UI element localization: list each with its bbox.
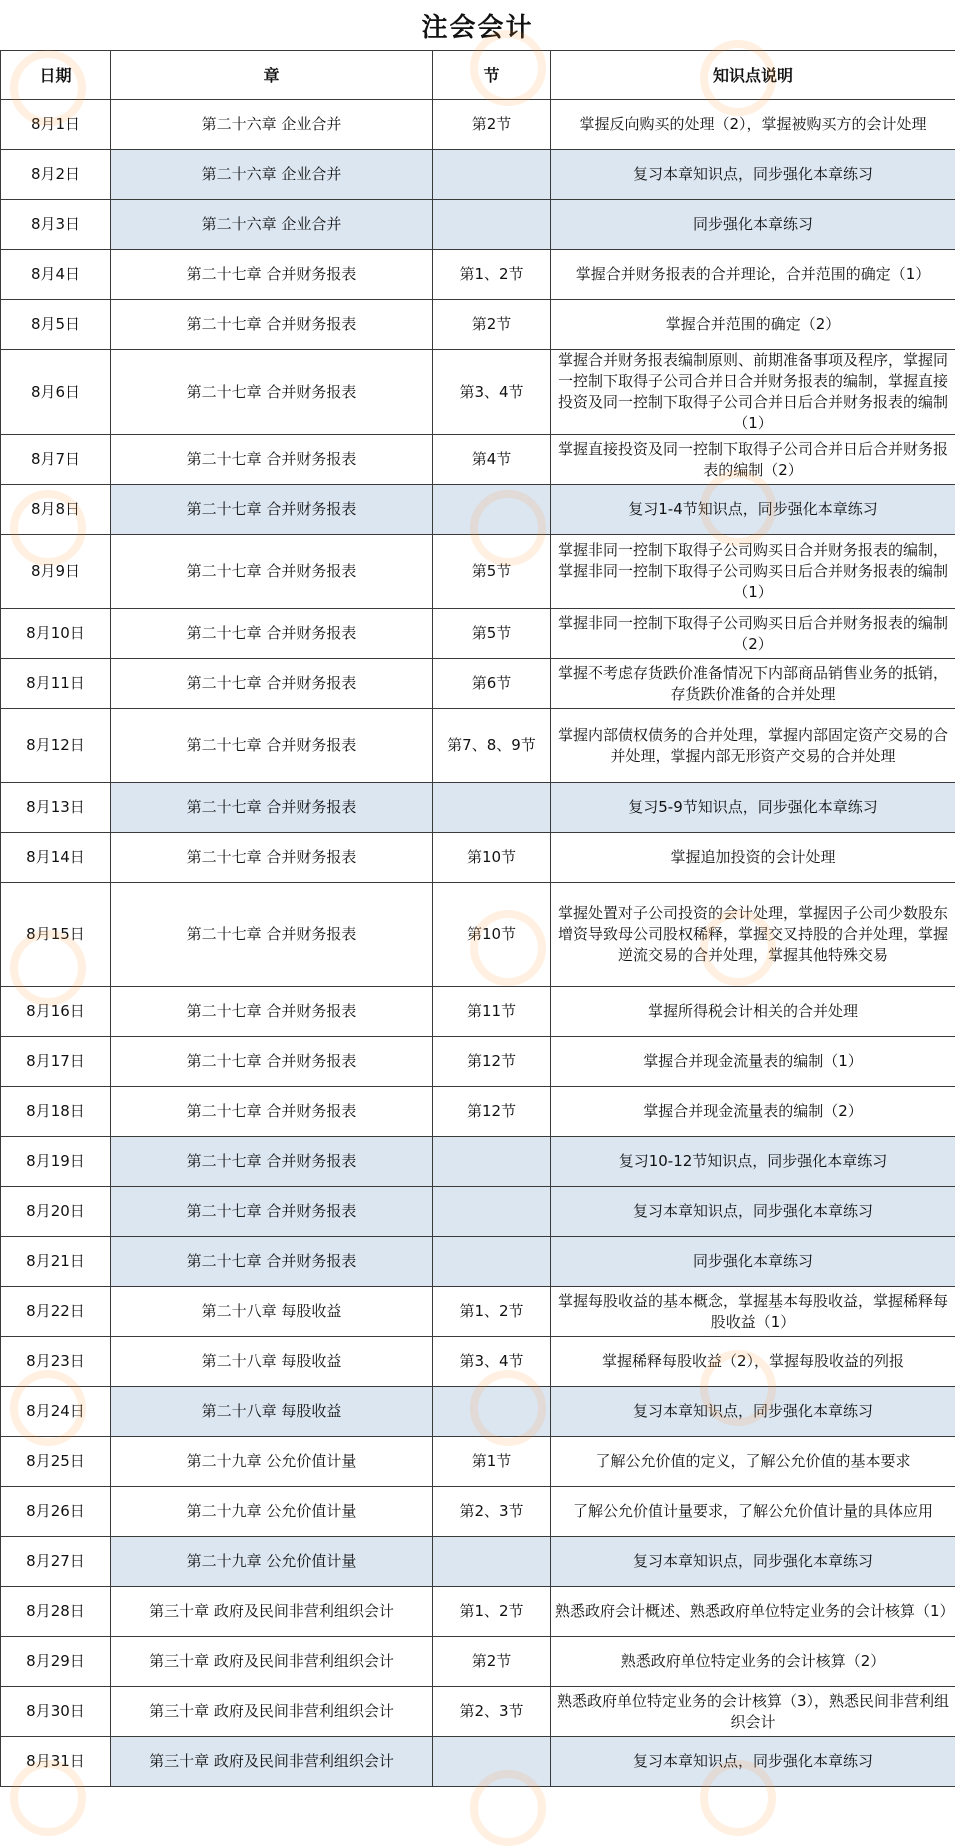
row-description: 掌握直接投资及同一控制下取得子公司合并日后合并财务报表的编制（2） bbox=[551, 435, 955, 485]
row-date: 8月20日 bbox=[1, 1187, 111, 1237]
row-chapter: 第二十九章 公允价值计量 bbox=[111, 1487, 433, 1537]
row-date: 8月15日 bbox=[1, 883, 111, 987]
row-chapter: 第二十七章 合并财务报表 bbox=[111, 659, 433, 709]
table-row bbox=[1, 1537, 955, 1587]
row-description: 掌握所得税会计相关的合并处理 bbox=[551, 987, 955, 1037]
row-date: 8月19日 bbox=[1, 1137, 111, 1187]
table-row bbox=[1, 1387, 955, 1437]
table-row bbox=[1, 150, 955, 200]
row-chapter: 第二十七章 合并财务报表 bbox=[111, 987, 433, 1037]
row-section: 第4节 bbox=[433, 435, 551, 485]
table-row bbox=[1, 1487, 955, 1537]
row-description: 熟悉政府单位特定业务的会计核算（3），熟悉民间非营利组织会计 bbox=[551, 1687, 955, 1737]
row-date: 8月18日 bbox=[1, 1087, 111, 1137]
row-date: 8月2日 bbox=[1, 150, 111, 200]
row-description: 复习本章知识点，同步强化本章练习 bbox=[551, 1387, 955, 1437]
row-section bbox=[433, 1737, 551, 1787]
row-section bbox=[433, 1237, 551, 1287]
row-chapter: 第二十八章 每股收益 bbox=[111, 1287, 433, 1337]
row-description: 掌握追加投资的会计处理 bbox=[551, 833, 955, 883]
row-description: 复习1-4节知识点，同步强化本章练习 bbox=[551, 485, 955, 535]
row-chapter: 第二十七章 合并财务报表 bbox=[111, 435, 433, 485]
table-row bbox=[1, 1087, 955, 1137]
row-section: 第2节 bbox=[433, 300, 551, 350]
header-date: 日期 bbox=[1, 51, 111, 100]
table-row bbox=[1, 350, 955, 435]
table-row bbox=[1, 485, 955, 535]
row-date: 8月11日 bbox=[1, 659, 111, 709]
row-description: 掌握合并现金流量表的编制（2） bbox=[551, 1087, 955, 1137]
row-chapter: 第三十章 政府及民间非营利组织会计 bbox=[111, 1687, 433, 1737]
row-description: 掌握不考虑存货跌价准备情况下内部商品销售业务的抵销，存货跌价准备的合并处理 bbox=[551, 659, 955, 709]
row-section: 第2节 bbox=[433, 100, 551, 150]
row-date: 8月30日 bbox=[1, 1687, 111, 1737]
row-date: 8月12日 bbox=[1, 709, 111, 783]
table-row bbox=[1, 833, 955, 883]
row-date: 8月8日 bbox=[1, 485, 111, 535]
header-description: 知识点说明 bbox=[551, 51, 955, 100]
row-date: 8月29日 bbox=[1, 1637, 111, 1687]
row-section: 第5节 bbox=[433, 535, 551, 609]
row-chapter: 第二十六章 企业合并 bbox=[111, 100, 433, 150]
row-description: 掌握每股收益的基本概念，掌握基本每股收益，掌握稀释每股收益（1） bbox=[551, 1287, 955, 1337]
row-section bbox=[433, 200, 551, 250]
row-date: 8月31日 bbox=[1, 1737, 111, 1787]
row-chapter: 第二十七章 合并财务报表 bbox=[111, 250, 433, 300]
page-title: 注会会计 bbox=[0, 0, 955, 50]
row-section: 第7、8、9节 bbox=[433, 709, 551, 783]
row-date: 8月17日 bbox=[1, 1037, 111, 1087]
table-row bbox=[1, 250, 955, 300]
table-row bbox=[1, 659, 955, 709]
row-chapter: 第二十七章 合并财务报表 bbox=[111, 709, 433, 783]
row-section: 第11节 bbox=[433, 987, 551, 1037]
row-section: 第1节 bbox=[433, 1437, 551, 1487]
row-chapter: 第二十七章 合并财务报表 bbox=[111, 883, 433, 987]
table-header-row bbox=[1, 51, 955, 100]
row-description: 了解公允价值的定义，了解公允价值的基本要求 bbox=[551, 1437, 955, 1487]
row-description: 掌握稀释每股收益（2），掌握每股收益的列报 bbox=[551, 1337, 955, 1387]
row-description: 复习10-12节知识点，同步强化本章练习 bbox=[551, 1137, 955, 1187]
row-date: 8月22日 bbox=[1, 1287, 111, 1337]
row-description: 熟悉政府会计概述、熟悉政府单位特定业务的会计核算（1） bbox=[551, 1587, 955, 1637]
row-date: 8月28日 bbox=[1, 1587, 111, 1637]
row-section: 第3、4节 bbox=[433, 1337, 551, 1387]
table-row bbox=[1, 1687, 955, 1737]
row-section: 第2、3节 bbox=[433, 1487, 551, 1537]
row-section: 第12节 bbox=[433, 1037, 551, 1087]
table-row bbox=[1, 100, 955, 150]
row-description: 掌握合并财务报表编制原则、前期准备事项及程序，掌握同一控制下取得子公司合并日合并财务报表的编制，掌握直接投资及同一控制下取得子公司合并日后合并财务报表的编制（1） bbox=[551, 350, 955, 435]
row-description: 掌握合并现金流量表的编制（1） bbox=[551, 1037, 955, 1087]
row-description: 掌握合并财务报表的合并理论，合并范围的确定（1） bbox=[551, 250, 955, 300]
row-chapter: 第三十章 政府及民间非营利组织会计 bbox=[111, 1587, 433, 1637]
table-row bbox=[1, 1037, 955, 1087]
row-section: 第1、2节 bbox=[433, 1287, 551, 1337]
row-section bbox=[433, 1187, 551, 1237]
table-row bbox=[1, 883, 955, 987]
row-section: 第2、3节 bbox=[433, 1687, 551, 1737]
table-row bbox=[1, 1287, 955, 1337]
row-date: 8月10日 bbox=[1, 609, 111, 659]
row-section: 第6节 bbox=[433, 659, 551, 709]
row-chapter: 第二十九章 公允价值计量 bbox=[111, 1437, 433, 1487]
row-description: 同步强化本章练习 bbox=[551, 1237, 955, 1287]
row-chapter: 第二十八章 每股收益 bbox=[111, 1387, 433, 1437]
header-chapter: 章 bbox=[111, 51, 433, 100]
row-description: 复习本章知识点，同步强化本章练习 bbox=[551, 1187, 955, 1237]
row-section: 第3、4节 bbox=[433, 350, 551, 435]
row-chapter: 第二十七章 合并财务报表 bbox=[111, 485, 433, 535]
row-date: 8月13日 bbox=[1, 783, 111, 833]
row-chapter: 第二十七章 合并财务报表 bbox=[111, 1037, 433, 1087]
row-section bbox=[433, 485, 551, 535]
table-row bbox=[1, 783, 955, 833]
row-description: 复习5-9节知识点，同步强化本章练习 bbox=[551, 783, 955, 833]
row-description: 复习本章知识点，同步强化本章练习 bbox=[551, 150, 955, 200]
row-description: 掌握内部债权债务的合并处理，掌握内部固定资产交易的合并处理，掌握内部无形资产交易的合并处理 bbox=[551, 709, 955, 783]
row-date: 8月26日 bbox=[1, 1487, 111, 1537]
row-chapter: 第二十七章 合并财务报表 bbox=[111, 1237, 433, 1287]
row-section: 第1、2节 bbox=[433, 1587, 551, 1637]
row-date: 8月21日 bbox=[1, 1237, 111, 1287]
row-chapter: 第二十七章 合并财务报表 bbox=[111, 300, 433, 350]
schedule-table bbox=[0, 50, 955, 1787]
row-section bbox=[433, 1387, 551, 1437]
table-row bbox=[1, 1637, 955, 1687]
row-chapter: 第三十章 政府及民间非营利组织会计 bbox=[111, 1637, 433, 1687]
row-chapter: 第二十七章 合并财务报表 bbox=[111, 609, 433, 659]
row-chapter: 第二十六章 企业合并 bbox=[111, 200, 433, 250]
row-description: 复习本章知识点，同步强化本章练习 bbox=[551, 1537, 955, 1587]
row-chapter: 第二十九章 公允价值计量 bbox=[111, 1537, 433, 1587]
table-row bbox=[1, 1587, 955, 1637]
row-date: 8月4日 bbox=[1, 250, 111, 300]
row-chapter: 第二十七章 合并财务报表 bbox=[111, 833, 433, 883]
row-date: 8月1日 bbox=[1, 100, 111, 150]
row-description: 熟悉政府单位特定业务的会计核算（2） bbox=[551, 1637, 955, 1687]
table-row bbox=[1, 1187, 955, 1237]
table-row bbox=[1, 1137, 955, 1187]
table-row bbox=[1, 435, 955, 485]
row-description: 掌握非同一控制下取得子公司购买日后合并财务报表的编制（2） bbox=[551, 609, 955, 659]
table-row bbox=[1, 300, 955, 350]
table-row bbox=[1, 709, 955, 783]
row-section: 第10节 bbox=[433, 883, 551, 987]
row-date: 8月3日 bbox=[1, 200, 111, 250]
row-description: 掌握反向购买的处理（2），掌握被购买方的会计处理 bbox=[551, 100, 955, 150]
row-description: 了解公允价值计量要求，了解公允价值计量的具体应用 bbox=[551, 1487, 955, 1537]
row-date: 8月6日 bbox=[1, 350, 111, 435]
row-section: 第5节 bbox=[433, 609, 551, 659]
table-row bbox=[1, 1237, 955, 1287]
row-chapter: 第二十六章 企业合并 bbox=[111, 150, 433, 200]
table-row bbox=[1, 1737, 955, 1787]
table-row bbox=[1, 1437, 955, 1487]
row-chapter: 第二十七章 合并财务报表 bbox=[111, 1087, 433, 1137]
row-date: 8月16日 bbox=[1, 987, 111, 1037]
row-date: 8月14日 bbox=[1, 833, 111, 883]
row-description: 掌握合并范围的确定（2） bbox=[551, 300, 955, 350]
row-date: 8月5日 bbox=[1, 300, 111, 350]
row-chapter: 第二十七章 合并财务报表 bbox=[111, 783, 433, 833]
row-chapter: 第二十七章 合并财务报表 bbox=[111, 535, 433, 609]
row-section: 第10节 bbox=[433, 833, 551, 883]
table-row bbox=[1, 535, 955, 609]
row-description: 同步强化本章练习 bbox=[551, 200, 955, 250]
table-row bbox=[1, 200, 955, 250]
row-section bbox=[433, 783, 551, 833]
row-section bbox=[433, 1137, 551, 1187]
table-row bbox=[1, 987, 955, 1037]
table-row bbox=[1, 1337, 955, 1387]
header-section: 节 bbox=[433, 51, 551, 100]
row-section bbox=[433, 150, 551, 200]
row-description: 掌握非同一控制下取得子公司购买日合并财务报表的编制，掌握非同一控制下取得子公司购买日后合并财务报表的编制（1） bbox=[551, 535, 955, 609]
row-chapter: 第二十七章 合并财务报表 bbox=[111, 1137, 433, 1187]
row-section bbox=[433, 1537, 551, 1587]
row-chapter: 第三十章 政府及民间非营利组织会计 bbox=[111, 1737, 433, 1787]
row-chapter: 第二十七章 合并财务报表 bbox=[111, 1187, 433, 1237]
row-date: 8月24日 bbox=[1, 1387, 111, 1437]
row-section: 第1、2节 bbox=[433, 250, 551, 300]
row-description: 掌握处置对子公司投资的会计处理，掌握因子公司少数股东增资导致母公司股权稀释，掌握交叉持股的合并处理，掌握逆流交易的合并处理，掌握其他特殊交易 bbox=[551, 883, 955, 987]
row-chapter: 第二十八章 每股收益 bbox=[111, 1337, 433, 1387]
row-section: 第2节 bbox=[433, 1637, 551, 1687]
row-date: 8月23日 bbox=[1, 1337, 111, 1387]
row-chapter: 第二十七章 合并财务报表 bbox=[111, 350, 433, 435]
row-date: 8月25日 bbox=[1, 1437, 111, 1487]
row-date: 8月7日 bbox=[1, 435, 111, 485]
row-date: 8月9日 bbox=[1, 535, 111, 609]
row-description: 复习本章知识点，同步强化本章练习 bbox=[551, 1737, 955, 1787]
row-section: 第12节 bbox=[433, 1087, 551, 1137]
table-row bbox=[1, 609, 955, 659]
row-date: 8月27日 bbox=[1, 1537, 111, 1587]
